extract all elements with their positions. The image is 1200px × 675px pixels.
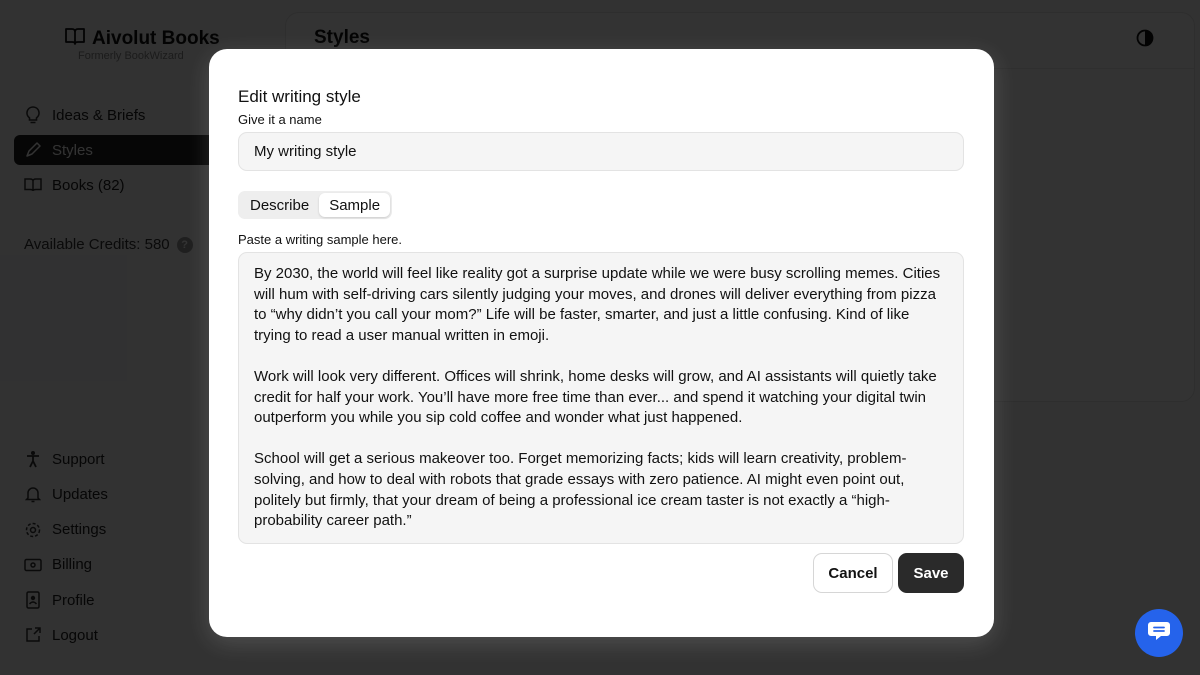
sample-textarea[interactable] xyxy=(238,252,964,544)
name-label: Give it a name xyxy=(238,112,322,127)
chat-icon xyxy=(1147,620,1171,647)
sample-paragraph: Work will look very different. Offices will shrink, home desks will grow, and AI assistants will quietly take credit for half your work. You’ll have more free time than ever... and spend it watching your digital twin outperform you while you sip cold coffee and wonder what just happened. xyxy=(254,367,937,427)
chat-button[interactable] xyxy=(1135,609,1183,657)
save-button[interactable]: Save xyxy=(898,553,964,593)
edit-style-modal xyxy=(209,49,994,637)
tab-describe[interactable]: Describe xyxy=(250,196,310,214)
tab-sample[interactable]: Sample xyxy=(319,193,390,217)
cancel-button[interactable]: Cancel xyxy=(813,553,893,593)
mode-tabs xyxy=(238,191,392,219)
modal-title: Edit writing style xyxy=(238,87,361,106)
sample-label: Paste a writing sample here. xyxy=(238,232,403,247)
sample-paragraph: School will get a serious makeover too. Forget memorizing facts; kids will learn creativity, problem-solving, and how to deal with robots that grade essays with zero patience. AI might even point out, politely but firmly, that your dream of being a professional ice cream taster is not exactly a “high-probability career path.” xyxy=(254,450,907,530)
sample-paragraph: By 2030, the world will feel like reality got a surprise update while we were busy scrolling memes. Cities will hum with self-driving cars silently judging your moves, and drones will deliver everything from pizza to “why didn’t you call your mom?” Life will be faster, smarter, and just a little confusing. Kind of like trying to read a user manual written in emoji. xyxy=(254,265,941,344)
style-name-input[interactable] xyxy=(238,132,964,171)
